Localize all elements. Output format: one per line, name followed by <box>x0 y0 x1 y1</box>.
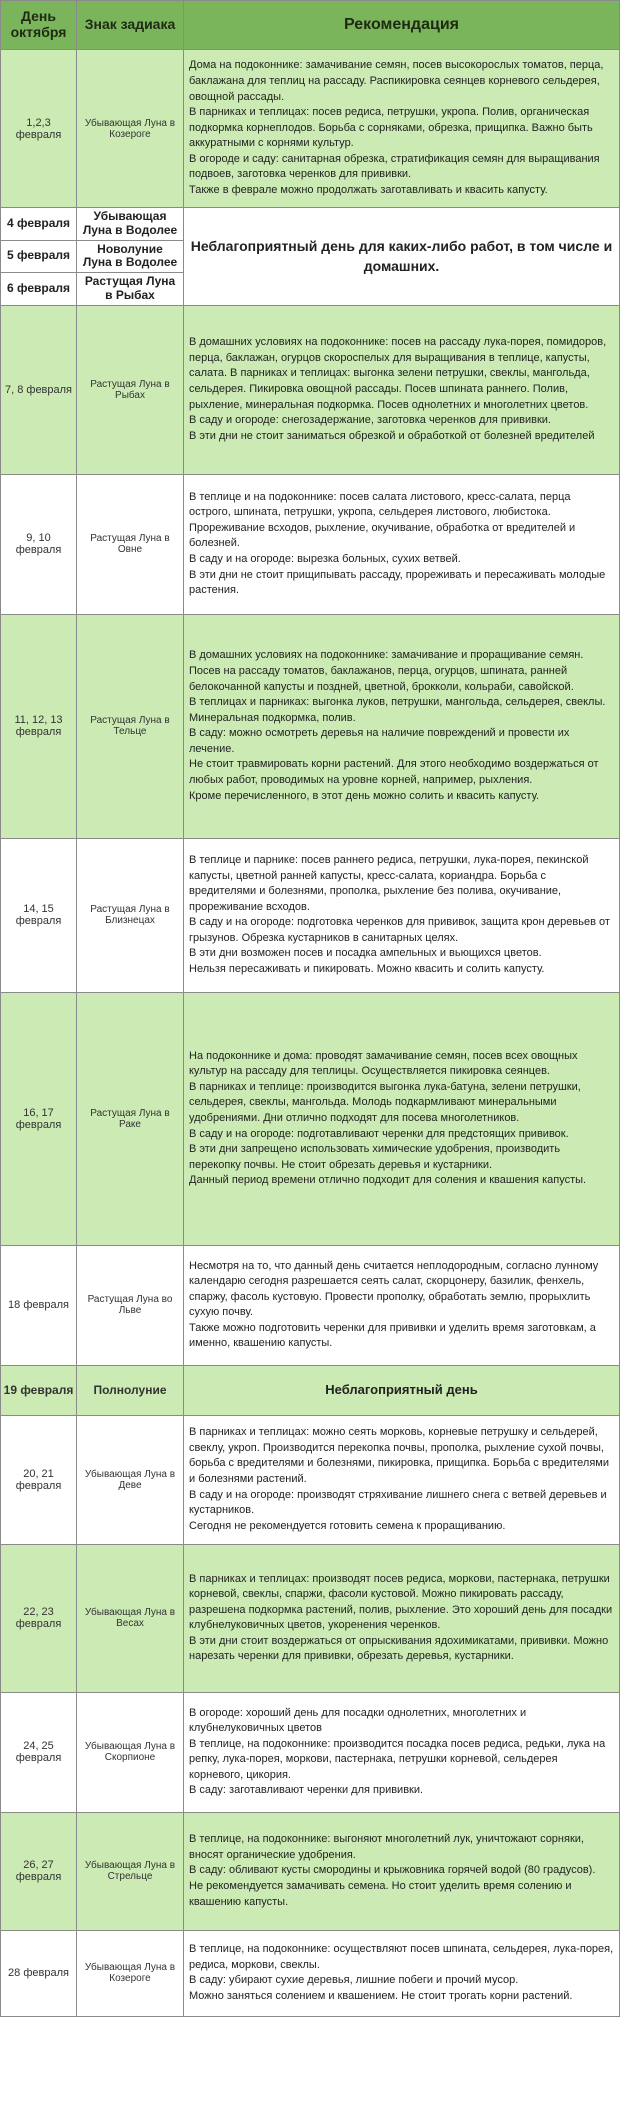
rec-line: В теплицах и парниках: выгонка луков, петрушки, мангольда, сельдерея, свеклы. Минеральная подкормка, полив. <box>189 696 606 724</box>
rec-line: Также можно подготовить черенки для прививки и уделить время заготовкам, а именно, квашению капусты. <box>189 1321 596 1350</box>
sign-cell: Растущая Луна во Льве <box>77 1245 184 1365</box>
table-row <box>1 1365 620 1415</box>
day-cell: 1,2,3 февраля <box>1 50 77 208</box>
day-cell: 11, 12, 13 февраля <box>1 614 77 838</box>
rec-line: В саду: убирают сухие деревья, лишние побеги и прочий мусор. <box>189 1974 519 1987</box>
rec-line: В парниках и теплицах: можно сеять морковь, корневые петрушку и сельдерей, свеклу, укроп. Производится перекопка почвы, прополка, рыхление сухой почвы, борьба с вредителями и болезнями, пикировка, прищипка. Борьба с вредителями и болезнями растений. <box>189 1426 610 1485</box>
day-cell: 28 февраля <box>1 1930 77 2016</box>
rec-line: Несмотря на то, что данный день считается неплодородным, согласно лунному календарю сегодня разрешается сеять салат, скорцонеру, базилик, фенхель, спаржу, фасоль кустовую. Провести прополку, обработать землю, прорыхлить сухую почву. <box>189 1259 599 1319</box>
table-row <box>1 305 620 474</box>
day-cell: 4 февраля <box>1 208 77 241</box>
rec-line: В теплице и на подоконнике: посев салата листового, кресс-салата, перца острого, шпината, петрушки, укропа, сельдерея листового, любистока. Прореживание всходов, рыхление, окучивание, обработка от вредителей и болезней. <box>189 490 576 550</box>
rec-line: В саду: обливают кусты смородины и крыжовника горячей водой (80 градусов). <box>189 1864 596 1877</box>
rec-line: Дома на подоконнике: замачивание семян, посев высокорослых томатов, перца, баклажана для теплиц на рассаду. Распикировка сеянцев корневого сельдерея, овощной рассады. <box>189 59 604 103</box>
recommendation-cell <box>184 1930 620 2016</box>
day-cell: 6 февраля <box>1 273 77 306</box>
day-cell: 19 февраля <box>1 1365 77 1415</box>
header-day: День октября <box>1 1 77 50</box>
rec-line: Данный период времени отлично подходит для соления и квашения капусты. <box>189 1174 587 1187</box>
recommendation-cell <box>184 474 620 614</box>
day-cell: 16, 17 февраля <box>1 992 77 1245</box>
sign-cell: Убывающая Луна в Весах <box>77 1544 184 1692</box>
rec-line: В саду и на огороде: вырезка больных, сухих ветвей. <box>189 553 461 566</box>
sign-cell: Растущая Луна в Рыбах <box>77 273 184 306</box>
sign-cell: Убывающая Луна в Стрельце <box>77 1812 184 1930</box>
sign-cell: Растущая Луна в Тельце <box>77 614 184 838</box>
rec-line: В парниках и теплицах: посев редиса, петрушки, укропа. Полив, органическая подкормка корнеплодов. Борьба с сорняками, обрезка, прищипка. Важно быть аккуратными с корнями культур. <box>189 106 593 150</box>
rec-line: На подоконнике и дома: проводят замачивание семян, посев всех овощных культур на рассаду для теплицы. Осуществляется пикировка сеянцев. <box>189 1049 578 1078</box>
table-row <box>1 474 620 614</box>
sign-cell: Убывающая Луна в Козероге <box>77 50 184 208</box>
rec-line: В парниках и теплице: производится выгонка лука-батуна, зелени петрушки, сельдерея, свеклы, мангольда. Молодь подкармливают минеральными удобрениями. Дни отлично подходят для посева многолетников. <box>189 1080 581 1124</box>
table-row <box>1 1245 620 1365</box>
day-cell: 20, 21 февраля <box>1 1415 77 1544</box>
sign-cell: Полнолуние <box>77 1365 184 1415</box>
sign-cell: Растущая Луна в Рыбах <box>77 305 184 474</box>
table-row <box>1 50 620 208</box>
rec-line: Также в феврале можно продолжать заготавливать и квасить капусту. <box>189 184 548 197</box>
rec-line: В саду и на огороде: производят стряхивание лишнего снега с ветвей деревьев и кустарников. <box>189 1488 607 1517</box>
table-header-row <box>1 1 620 50</box>
rec-line: В огороде и саду: санитарная обрезка, стратификация семян для выращивания подвоев, заготовка черенков для прививки. <box>189 152 600 181</box>
rec-line: Можно заняться солением и квашением. Не стоит трогать корни растений. <box>189 1989 573 2002</box>
rec-line: В теплице, на подоконнике: выгоняют многолетний лук, уничтожают сорняки, вносят органические удобрения. <box>189 1833 584 1861</box>
recommendation-cell <box>184 838 620 992</box>
table-row <box>1 1812 620 1930</box>
recommendation-cell <box>184 305 620 474</box>
table-row <box>1 208 620 241</box>
rec-line: В эти дни не стоит прищипывать рассаду, прореживать и пересаживать молодые растения. <box>189 568 606 597</box>
day-cell: 18 февраля <box>1 1245 77 1365</box>
recommendation-cell <box>184 1812 620 1930</box>
table-row <box>1 1930 620 2016</box>
table-row <box>1 614 620 838</box>
sign-cell: Убывающая Луна в Водолее <box>77 208 184 241</box>
rec-line: Не стоит травмировать корни растений. Для этого необходимо воздержаться от любых работ, проводимых на уровне корней, например, рыхления. <box>189 758 599 787</box>
day-cell: 26, 27 февраля <box>1 1812 77 1930</box>
day-cell: 9, 10 февраля <box>1 474 77 614</box>
sign-cell: Убывающая Луна в Скорпионе <box>77 1692 184 1812</box>
day-cell: 22, 23 февраля <box>1 1544 77 1692</box>
unfavorable-day-note: Неблагоприятный день <box>184 1365 620 1415</box>
sign-cell: Убывающая Луна в Деве <box>77 1415 184 1544</box>
rec-line: В саду: можно осмотреть деревья на наличие повреждений и провести их лечение. <box>189 727 570 755</box>
rec-line: В парниках и теплицах: производят посев редиса, моркови, пастернака, петрушки корневой, свеклы, спаржи, фасоли кустовой. Можно пикировать рассаду, разрешена подкормка растений, полив, рыхление. Это хороший день для посадки клубнелуковичных цветов, укоренения черенков. <box>189 1572 613 1632</box>
day-cell: 5 февраля <box>1 240 77 273</box>
table-row <box>1 1415 620 1544</box>
rec-line: В эти дни стоит воздержаться от опрыскивания ядохимикатами, прививки. Можно нарезать черенки для прививки, обрезать деревья, кустарники. <box>189 1634 609 1663</box>
rec-line: В огороде: хороший день для посадки однолетних, многолетних и клубнелуковичных цветов <box>189 1706 527 1735</box>
rec-line: Сегодня не рекомендуется готовить семена к проращиванию. <box>189 1519 506 1532</box>
recommendation-cell <box>184 1415 620 1544</box>
rec-line: Кроме перечисленного, в этот день можно солить и квасить капусту. <box>189 789 540 802</box>
unfavorable-day-note: Неблагоприятный день для каких-либо работ, в том числе и домашних. <box>184 208 620 306</box>
recommendation-cell <box>184 1544 620 1692</box>
sign-cell: Растущая Луна в Овне <box>77 474 184 614</box>
table-row <box>1 838 620 992</box>
rec-line: В теплице, на подоконнике: производится посадка посев редиса, редьки, лука на репку, лука-порея, моркови, пастернака, петрушки корневой, сельдерея корневого, цикория. <box>189 1737 606 1781</box>
rec-line: Нельзя пересаживать и пикировать. Можно квасить и солить капусту. <box>189 963 545 976</box>
rec-line: В теплице, на подоконнике: осуществляют посев шпината, сельдерея, лука-порея, редиса, моркови, свеклы. <box>189 1943 614 1971</box>
rec-line: В домашних условиях на подоконнике: посев на рассаду лука-порея, помидоров, перца, баклажан, огурцов скороспелых для выращивания в теплице, капусты, салата. В парниках и теплицах: выгонка зелени петрушки, свеклы, мангольда, сельдерея. Пикировка овощной рассады. Посев шпината раннего. Полив, рыхление, минеральная подкормка. Посев однолетних и многолетних цветов. <box>189 336 607 411</box>
header-sign: Знак задиака <box>77 1 184 50</box>
table-row <box>1 1692 620 1812</box>
rec-line: В эти дни возможен посев и посадка ампельных и вьющихся цветов. <box>189 947 542 960</box>
rec-line: В саду: заготавливают черенки для прививки. <box>189 1784 424 1797</box>
recommendation-cell <box>184 1692 620 1812</box>
recommendation-cell <box>184 50 620 208</box>
recommendation-cell <box>184 992 620 1245</box>
rec-line: В теплице и парнике: посев раннего редиса, петрушки, лука-порея, пекинской капусты, цветной ранней капусты, кресс-салата, кориандра. Борьба с вредителями и болезнями, прополка, рыхление без полива, окучивание, прореживание всходов. <box>189 853 589 913</box>
table-row <box>1 1544 620 1692</box>
rec-line: В эти дни не стоит заниматься обрезкой и обработкой от болезней вредителей <box>189 429 595 442</box>
rec-line: В саду и на огороде: подготавливают черенки для предстоящих прививок. <box>189 1127 569 1140</box>
sign-cell: Убывающая Луна в Козероге <box>77 1930 184 2016</box>
sign-cell: Новолуние Луна в Водолее <box>77 240 184 273</box>
day-cell: 14, 15 февраля <box>1 838 77 992</box>
table-row <box>1 992 620 1245</box>
header-recommendation: Рекомендация <box>184 1 620 50</box>
rec-line: В домашних условиях на подоконнике: замачивание и проращивание семян. Посев на рассаду томатов, баклажанов, перца, огурцов, шпината, ранней белокочанной капусты и поздней, цветной, брокколи, кольраби, савойской. <box>189 649 584 693</box>
day-cell: 24, 25 февраля <box>1 1692 77 1812</box>
sign-cell: Растущая Луна в Раке <box>77 992 184 1245</box>
recommendation-cell <box>184 614 620 838</box>
rec-line: В эти дни запрещено использовать химические удобрения, производить перекопку почвы. Не стоит обрезать деревья и кустарники. <box>189 1143 561 1171</box>
day-cell: 7, 8 февраля <box>1 305 77 474</box>
sign-cell: Растущая Луна в Близнецах <box>77 838 184 992</box>
rec-line: В саду и огороде: снегозадержание, заготовка черенков для прививки. <box>189 414 551 427</box>
rec-line: В саду и на огороде: подготовка черенков для прививок, защита крон деревьев от грызунов. Обрезка кустарников в санитарных целях. <box>189 916 610 944</box>
recommendation-cell <box>184 1245 620 1365</box>
rec-line: Не рекомендуется замачивать семена. Но стоит уделить время солению и квашению капусты. <box>189 1880 572 1908</box>
